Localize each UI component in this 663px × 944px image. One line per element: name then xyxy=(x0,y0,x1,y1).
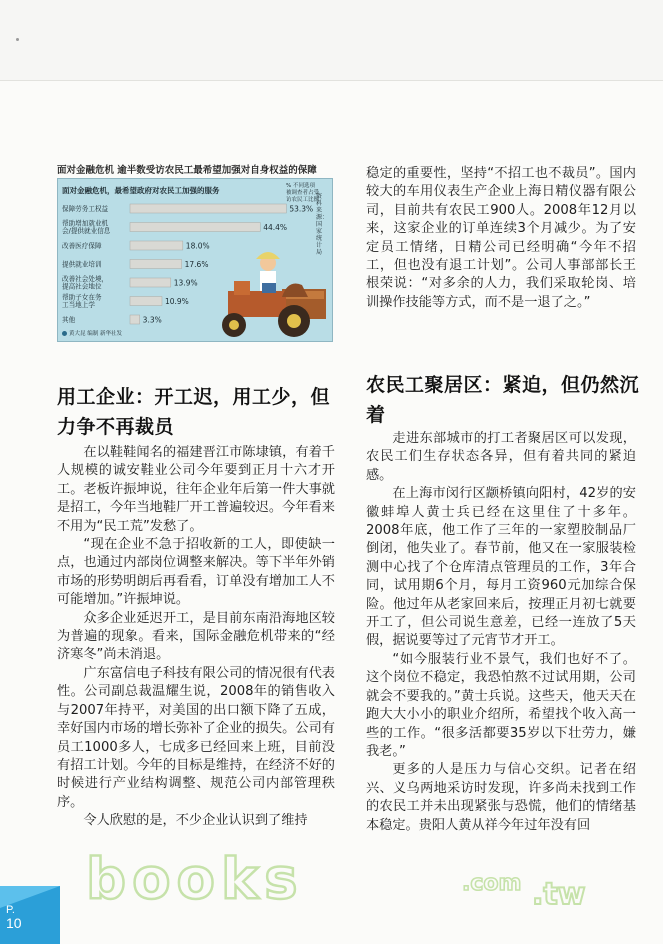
bar-2 xyxy=(130,241,183,250)
bar-category-label: 改善社会处境，提高社会地位 xyxy=(62,275,109,291)
bar-6 xyxy=(130,315,140,324)
bar-0 xyxy=(130,204,286,213)
paragraph: “如今服装行业不景气，我们也好不了。这个岗位不稳定，我恐怕熬不过试用期，公司就会不要我的。”黄士兵说。这些天，他天天在跑大大小小的职业介绍所，希望找个收入高一些的工作。“很多活都要35岁以下壮劳力，嫌我老。” xyxy=(366,651,636,759)
bar-5 xyxy=(130,297,162,306)
corner-mark xyxy=(16,38,19,41)
right-heading: 农民工聚居区：紧迫，但仍然沉着 xyxy=(366,374,640,426)
bar-value-label: 44.4% xyxy=(263,223,288,232)
page-number-value: 10 xyxy=(6,915,22,931)
paragraph: 更多的人是压力与信心交织。记者在绍兴、义乌两地采访时发现，许多尚未找到工作的农民工并未出现紧张与恐慌，他们的情绪基本稳定。贵阳人黄从祥今年过年没有回 xyxy=(366,762,636,833)
chart-title: 面对金融危机 逾半数受访农民工最希望加强对自身权益的保障 xyxy=(57,165,317,176)
left-heading: 用工企业：开工迟，用工少，但力争不再裁员 xyxy=(57,386,331,438)
page-top-band xyxy=(0,0,663,81)
bar-value-label: 18.0% xyxy=(185,241,210,251)
bar-1 xyxy=(130,223,260,232)
bar-chart xyxy=(57,178,333,342)
bar-category-label: 其他 xyxy=(62,316,76,324)
bar-value-label: 17.6% xyxy=(184,260,209,269)
left-column xyxy=(57,444,335,831)
farmer-tractor-illustration xyxy=(222,252,326,337)
bar-category-label: 提供就业培训 xyxy=(62,260,102,269)
right-column xyxy=(366,430,636,835)
bar-3 xyxy=(130,260,182,269)
watermark-text: books xyxy=(86,847,304,912)
paragraph: 在上海市闵行区颛桥镇向阳村，42岁的安徽蚌埠人黄士兵已经在这里住了十多年。2008年底，他工作了三年的一家塑胶制品厂倒闭，他失业了。春节前，他又在一家服装检测中心找了个仓库清点管理员的工作，3年合同，试用期6个月，每月工资960元加综合保险。他过年从老家回来后，按理正月初七就要开工了，但公司说生意差，已经一连放了5天假，据说要等过了元宵节才开工。 xyxy=(366,486,636,649)
bar-value-label: 10.9% xyxy=(164,297,189,306)
paragraph: 广东富信电子科技有限公司的情况很有代表性。公司副总裁温耀生说，2008年的销售收入与2007年持平，对美国的出口额下降了五成，幸好国内市场的增长弥补了企业的损失。公司有员工1000多人，七成多已经回来上班，目前没有招工计划。今年的目标是维持，在经济不好的时候进行产业结构调整、规范公司内部管理秩序。 xyxy=(57,665,335,810)
paragraph: 众多企业延迟开工，是目前东南沿海地区较为普遍的现象。看来，国际金融危机带来的“经济寒冬”尚未消退。 xyxy=(57,610,335,663)
bar-category-label: 改善医疗保障 xyxy=(62,242,102,250)
paragraph: 稳定的重要性，坚持“不招工也不裁员”。国内较大的车用仪表生产企业上海日精仪器有限公司，目前共有农民工900人。2008年12月以来，这家企业的订单连续3个月减少。为了安定员工情绪，日精公司已经明确“今年不招工，但也没有退工计划”。公司人事部部长王根荣说：“对多余的人力，我们采取轮岗、培训操作技能等方式，而不是一退了之。” xyxy=(366,166,636,310)
watermark-com: .com xyxy=(462,871,522,896)
paragraph: 走进东部城市的打工者聚居区可以发现，农民工们生存状态各异，但有着共同的紧迫感。 xyxy=(366,431,636,483)
chart-subtitle: 面对金融危机，最希望政府对农民工加强的服务 xyxy=(62,186,220,195)
chart-credit xyxy=(62,329,122,337)
bar-value-label: 53.3% xyxy=(289,204,314,214)
bar-4 xyxy=(130,278,171,287)
bar-value-label: 3.3% xyxy=(142,315,162,325)
watermark-tw: .tw xyxy=(532,877,586,912)
credit-dot-icon xyxy=(62,331,67,336)
page-number-prefix: P. xyxy=(6,904,15,916)
chart-legend-note: % 不同选项被调查者占受访农民工比例 xyxy=(286,183,320,203)
right-column-top xyxy=(366,165,636,312)
watermark-logo xyxy=(86,846,606,916)
paragraph: “现在企业不急于招收新的工人，即使缺一点，也通过内部岗位调整来解决。等下半年外销市场的形势明朗后再看看，订单没有增加工人不可能增加。”许振坤说。 xyxy=(57,537,335,608)
paragraph: 令人欣慰的是，不少企业认识到了维持 xyxy=(83,813,308,829)
bar-category-label: 帮助子女在务工当地上学 xyxy=(62,293,102,309)
bar-category-label: 保障劳务工权益 xyxy=(62,205,109,213)
chart-credit-text: 黄大昆 编制 新华社发 xyxy=(69,331,122,337)
paragraph: 在以鞋鞋闻名的福建晋江市陈埭镇，有着千人规模的诚安鞋业公司今年要到正月十六才开工。老板许振坤说，往年企业年后第一件大事就是招工，今年当地鞋厂开工普遍较迟。今年看来不用为“民工荒”发愁了。 xyxy=(57,445,335,534)
page-number xyxy=(6,904,22,930)
chart-source-side: 资料来源：国家统计局 xyxy=(316,193,329,256)
bar-value-label: 13.9% xyxy=(173,278,198,288)
bar-category-label: 帮助增加就业机会/提供就业信息 xyxy=(62,219,111,235)
